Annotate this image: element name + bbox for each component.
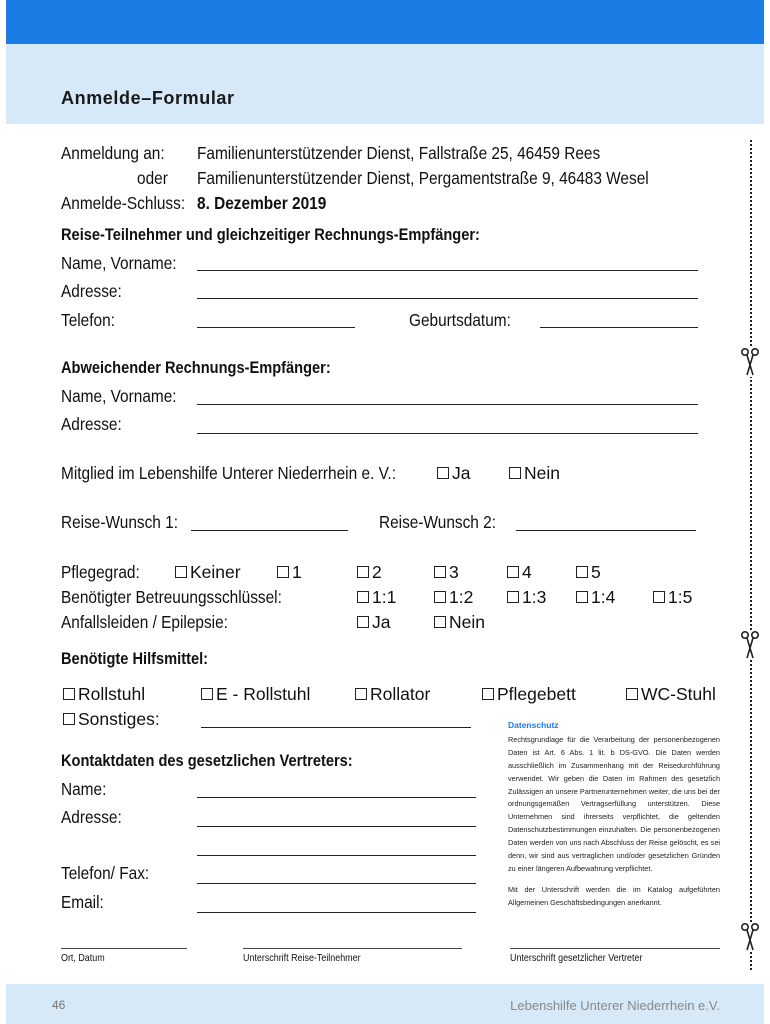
- checkbox-icon[interactable]: [576, 591, 588, 603]
- checkbox-icon[interactable]: [357, 566, 369, 578]
- care-key-option[interactable]: [507, 586, 546, 608]
- seizure-no-option[interactable]: [434, 611, 485, 633]
- aid-option[interactable]: [63, 683, 145, 705]
- scissors-icon: [738, 630, 762, 660]
- privacy-text-2: Mit der Unterschrift werden die im Katalog aufgeführten Allgemeinen Geschäftsbedingungen anerkannt.: [508, 884, 720, 907]
- seizure-label: Anfallsleiden / Epilepsie:: [61, 612, 228, 632]
- aid-option-label: Rollstuhl: [78, 684, 146, 704]
- member-yes-checkbox[interactable]: [437, 467, 449, 479]
- trip-wish-2-field[interactable]: [516, 530, 696, 531]
- participant-phone-field[interactable]: [197, 327, 355, 328]
- place-date-field[interactable]: [61, 948, 187, 949]
- participant-name-label: Name, Vorname:: [61, 253, 177, 273]
- checkbox-icon[interactable]: [434, 591, 446, 603]
- participant-phone-label: Telefon:: [61, 310, 115, 330]
- care-key-option-label: 1:2: [449, 587, 474, 607]
- pflegegrad-option-label: 2: [372, 562, 382, 582]
- billing-name-label: Name, Vorname:: [61, 386, 177, 406]
- aid-other-field[interactable]: [201, 727, 471, 728]
- member-no-label: Nein: [524, 463, 560, 483]
- care-key-option[interactable]: [653, 586, 692, 608]
- billing-address-label: Adresse:: [61, 414, 122, 434]
- guardian-phone-label: Telefon/ Fax:: [61, 863, 150, 883]
- send-to-or-label: oder: [137, 168, 168, 188]
- participant-signature-field[interactable]: [243, 948, 462, 949]
- top-color-bar: [6, 0, 764, 44]
- participant-address-field[interactable]: [197, 298, 698, 299]
- checkbox-icon[interactable]: [357, 616, 369, 628]
- checkbox-icon[interactable]: [434, 616, 446, 628]
- member-label: Mitglied im Lebenshilfe Unterer Niederrhein e. V.:: [61, 463, 396, 483]
- aid-option-label: Pflegebett: [497, 684, 576, 704]
- guardian-signature-label: Unterschrift gesetzlicher Vertreter: [510, 952, 643, 964]
- guardian-heading: Kontaktdaten des gesetzlichen Vertreters:: [61, 751, 353, 770]
- checkbox-icon[interactable]: [507, 566, 519, 578]
- checkbox-icon[interactable]: [357, 591, 369, 603]
- pflegegrad-option-label: 5: [591, 562, 601, 582]
- trip-wish-1-field[interactable]: [191, 530, 348, 531]
- privacy-text-1: Rechtsgrundlage für die Verarbeitung der personenbezogenen Daten ist Art. 6 Abs. 1 lit. b DS-GVO. Die Daten werden ausschließlich im Zusammenhang mit der Reisedurchführung verwendet. Wir geben die Daten im Rahmen des gesetzlich Zulässigen an unsere Partnerunternehmen weiter, die uns bei der ordnungsgemäßen Vertragserfüllung unterstützen. Diese Unternehmen sind ihrerseits verpflichtet, die geltenden Datenschutzbestimmungen einzuhalten. Die personenbezogenen Daten werden von uns nach Abschluss der Reise gelöscht, es sei denn, wir sind aus vertraglichen und/oder gesetzlichen Gründen zu einer längeren Aufbewahrung verpflichtet.: [508, 734, 720, 873]
- aid-option[interactable]: [355, 683, 430, 705]
- pflegegrad-option[interactable]: [357, 561, 382, 583]
- scissors-icon: [738, 922, 762, 952]
- place-date-label: Ort, Datum: [61, 952, 105, 964]
- aid-option-label: E - Rollstuhl: [216, 684, 311, 704]
- title-band: [6, 44, 764, 124]
- seizure-yes-label: Ja: [372, 612, 391, 632]
- checkbox-icon[interactable]: [201, 688, 213, 700]
- checkbox-icon[interactable]: [63, 688, 75, 700]
- seizure-yes-option[interactable]: [357, 611, 390, 633]
- footer-organization: Lebenshilfe Unterer Niederrhein e.V.: [510, 998, 720, 1013]
- participant-birthdate-field[interactable]: [540, 327, 698, 328]
- checkbox-icon[interactable]: [482, 688, 494, 700]
- deadline-label: Anmelde-Schluss:: [61, 193, 186, 213]
- pflegegrad-option[interactable]: [175, 561, 241, 583]
- pflegegrad-option[interactable]: [507, 561, 532, 583]
- billing-address-field[interactable]: [197, 433, 698, 434]
- care-key-option-label: 1:1: [372, 587, 397, 607]
- deadline-value: 8. Dezember 2019: [197, 193, 327, 213]
- billing-heading: Abweichender Rechnungs-Empfänger:: [61, 358, 331, 377]
- privacy-notice: [508, 719, 720, 918]
- send-to-label: Anmeldung an:: [61, 143, 165, 163]
- participant-birthdate-label: Geburtsdatum:: [409, 310, 511, 330]
- checkbox-icon[interactable]: [507, 591, 519, 603]
- checkbox-icon[interactable]: [277, 566, 289, 578]
- pflegegrad-option[interactable]: [434, 561, 459, 583]
- pflegegrad-option[interactable]: [576, 561, 601, 583]
- aid-option[interactable]: [626, 683, 716, 705]
- trip-wish-1-label: Reise-Wunsch 1:: [61, 512, 178, 532]
- member-no-checkbox[interactable]: [509, 467, 521, 479]
- member-yes-label: Ja: [452, 463, 471, 483]
- seizure-no-label: Nein: [449, 612, 485, 632]
- guardian-email-field[interactable]: [197, 912, 476, 913]
- care-key-option-label: 1:5: [668, 587, 693, 607]
- member-yes-option[interactable]: [437, 462, 470, 484]
- cut-line: [750, 140, 752, 970]
- pflegegrad-option-label: 3: [449, 562, 459, 582]
- pflegegrad-option-label: 4: [522, 562, 532, 582]
- care-key-option-label: 1:3: [522, 587, 547, 607]
- checkbox-icon[interactable]: [626, 688, 638, 700]
- guardian-signature-field[interactable]: [510, 948, 720, 949]
- care-key-label: Benötigter Betreuungsschlüssel:: [61, 587, 282, 607]
- aids-heading: Benötigte Hilfsmittel:: [61, 649, 209, 668]
- aid-option-label: Rollator: [370, 684, 431, 704]
- send-to-address-2: Familienunterstützender Dienst, Pergamentstraße 9, 46483 Wesel: [197, 168, 649, 188]
- checkbox-icon[interactable]: [355, 688, 367, 700]
- checkbox-icon[interactable]: [175, 566, 187, 578]
- member-no-option[interactable]: [509, 462, 560, 484]
- aid-other-option[interactable]: [63, 708, 160, 730]
- care-key-option-label: 1:4: [591, 587, 616, 607]
- checkbox-icon[interactable]: [576, 566, 588, 578]
- aid-other-label: Sonstiges:: [78, 709, 160, 729]
- checkbox-icon[interactable]: [653, 591, 665, 603]
- pflegegrad-option-label: Keiner: [190, 562, 241, 582]
- participant-address-label: Adresse:: [61, 281, 122, 301]
- care-key-option[interactable]: [434, 586, 473, 608]
- guardian-address-label: Adresse:: [61, 807, 122, 827]
- guardian-name-field[interactable]: [197, 797, 476, 798]
- participant-signature-label: Unterschrift Reise-Teilnehmer: [243, 952, 361, 964]
- pflegegrad-label: Pflegegrad:: [61, 562, 140, 582]
- care-key-option[interactable]: [576, 586, 615, 608]
- pflegegrad-option[interactable]: [277, 561, 302, 583]
- send-to-address-1: Familienunterstützender Dienst, Fallstraße 25, 46459 Rees: [197, 143, 601, 163]
- privacy-heading: Datenschutz: [508, 720, 559, 730]
- guardian-phone-field[interactable]: [197, 883, 476, 884]
- aid-option[interactable]: [201, 683, 310, 705]
- aid-option[interactable]: [482, 683, 576, 705]
- checkbox-icon[interactable]: [434, 566, 446, 578]
- guardian-address-field[interactable]: [197, 826, 476, 827]
- page-title: Anmelde–Formular: [61, 88, 235, 108]
- page-number: 46: [52, 998, 66, 1012]
- participant-heading: Reise-Teilnehmer und gleichzeitiger Rechnungs-Empfänger:: [61, 225, 480, 244]
- guardian-email-label: Email:: [61, 892, 104, 912]
- trip-wish-2-label: Reise-Wunsch 2:: [379, 512, 496, 532]
- guardian-name-label: Name:: [61, 779, 107, 799]
- guardian-address-field-2[interactable]: [197, 855, 476, 856]
- care-key-option[interactable]: [357, 586, 396, 608]
- aid-option-label: WC-Stuhl: [641, 684, 716, 704]
- participant-name-field[interactable]: [197, 270, 698, 271]
- billing-name-field[interactable]: [197, 404, 698, 405]
- scissors-icon: [738, 347, 762, 377]
- checkbox-icon[interactable]: [63, 713, 75, 725]
- pflegegrad-option-label: 1: [292, 562, 302, 582]
